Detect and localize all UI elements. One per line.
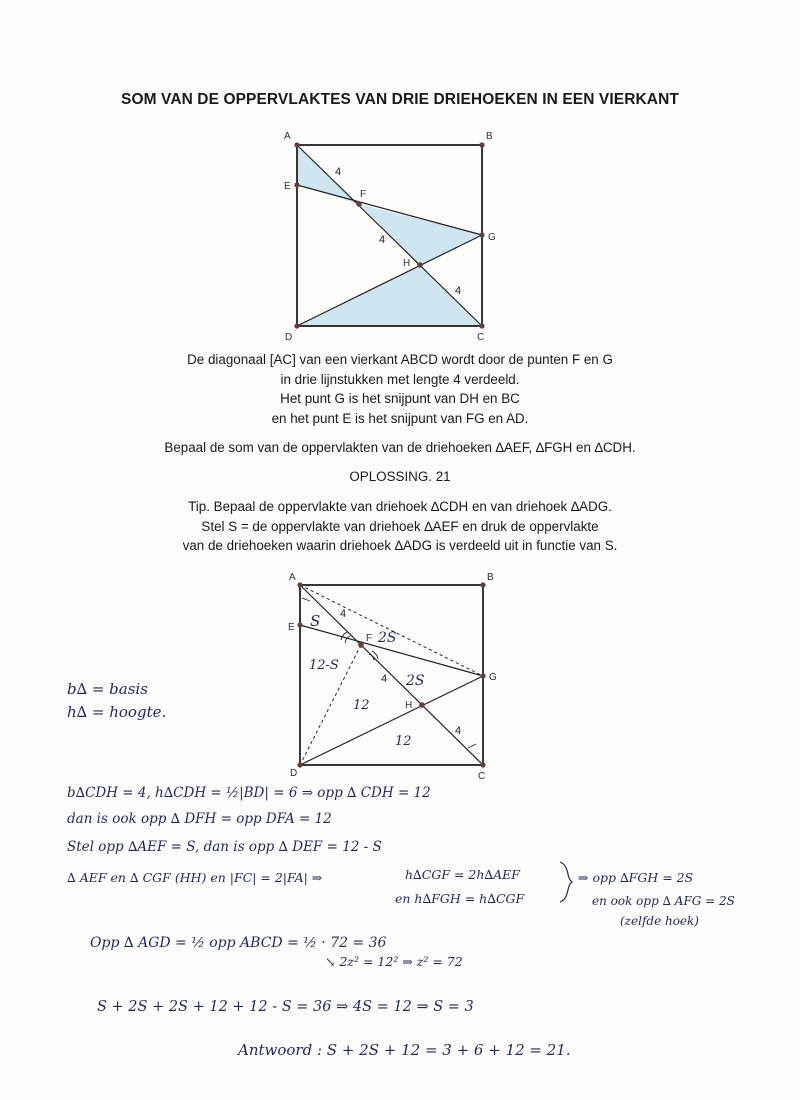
- note-answer: Antwoord : S + 2S + 12 = 3 + 6 + 12 = 21.: [238, 1041, 571, 1059]
- fig2-label-h: H: [405, 700, 413, 711]
- problem-line: in drie lijnstukken met lengte 4 verdeeld.: [280, 371, 520, 387]
- problem-line: en het punt E is het snijpunt van FG en AD.: [271, 410, 529, 426]
- fig2-label-c: C: [478, 771, 486, 782]
- fig1-label-e: E: [284, 181, 291, 192]
- fig2-region-2s-top: 2S: [378, 630, 397, 646]
- note-line-4d: ⇒ opp ∆FGH = 2S: [578, 870, 694, 885]
- note-line-4c: en h∆FGH = h∆CGF: [395, 891, 525, 906]
- fig1-label-c: C: [477, 332, 485, 343]
- fig2-label-a: A: [289, 572, 296, 583]
- fig2-region-2s-mid: 2S: [406, 673, 425, 689]
- fig2-seg-1: 4: [340, 608, 347, 620]
- note-line-5b: ↘ 2z² = 12² ⇒ z² = 72: [325, 954, 463, 969]
- fig2-region-12-bottom: 12: [395, 734, 412, 749]
- note-line-4f: (zelfde hoek): [620, 914, 699, 928]
- fig1-label-d: D: [285, 332, 293, 343]
- fig1-label-b: B: [486, 131, 493, 142]
- question-line: Bepaal de som van de oppervlakten van de driehoeken ∆AEF, ∆FGH en ∆CDH.: [164, 440, 636, 455]
- fig2-region-12-minus-s: 12-S: [309, 658, 339, 673]
- fig2-label-g: G: [489, 672, 497, 683]
- fig2-label-f: F: [366, 633, 373, 644]
- note-legend-hoogte: h∆ = hoogte.: [67, 703, 167, 721]
- fig2-region-12-left: 12: [353, 698, 370, 713]
- tip-line: Stel S = de oppervlakte van driehoek ∆AEF en druk de oppervlakte: [201, 518, 599, 534]
- problem-line: Het punt G is het snijpunt van DH en BC: [280, 391, 520, 406]
- fig1-seg-3: 4: [455, 285, 462, 297]
- fig1-label-g: G: [488, 232, 496, 243]
- fig2-label-d: D: [290, 768, 298, 779]
- fig1-seg-2: 4: [379, 234, 386, 246]
- fig2-region-s: S: [310, 612, 321, 630]
- note-legend-basis: b∆ = basis: [67, 680, 148, 698]
- note-line-4a: ∆ AEF en ∆ CGF (HH) en |FC| = 2|FA| ⇒: [67, 870, 323, 885]
- problem-line: De diagonaal [AC] van een vierkant ABCD wordt door de punten F en G: [187, 352, 613, 367]
- solution-heading-text: OPLOSSING. 21: [349, 469, 451, 484]
- fig2-seg-2: 4: [381, 673, 388, 685]
- note-line-2: dan is ook opp ∆ DFH = opp DFA = 12: [67, 811, 332, 827]
- page-title: SOM VAN DE OPPERVLAKTES VAN DRIE DRIEHOEKEN IN EEN VIERKANT: [121, 91, 679, 108]
- fig1-label-a: A: [284, 131, 291, 142]
- note-line-1: b∆CDH = 4, h∆CDH = ½|BD| = 6 ⇒ opp ∆ CDH = 12: [67, 785, 431, 801]
- tip-line: van de driehoeken waarin driehoek ∆ADG is verdeeld uit in functie van S.: [182, 538, 618, 553]
- fig1-label-f: F: [360, 189, 367, 200]
- fig2-label-b: B: [487, 572, 494, 583]
- tip-line: Tip. Bepaal de oppervlakte van driehoek ∆CDH en van driehoek ∆ADG.: [188, 499, 612, 514]
- note-line-5: Opp ∆ AGD = ½ opp ABCD = ½ · 72 = 36: [90, 935, 387, 951]
- note-line-3: Stel opp ∆AEF = S, dan is opp ∆ DEF = 12 - S: [67, 839, 382, 855]
- fig1-seg-1: 4: [335, 166, 342, 178]
- note-line-6: S + 2S + 2S + 12 + 12 - S = 36 ⇒ 4S = 12 ⇒ S = 3: [97, 999, 474, 1015]
- fig2-label-e: E: [288, 622, 295, 633]
- fig1-label-h: H: [403, 258, 411, 269]
- note-line-4e: en ook opp ∆ AFG = 2S: [592, 894, 735, 908]
- fig2-seg-3: 4: [455, 725, 462, 737]
- note-brace: [560, 862, 572, 902]
- note-line-4b: h∆CGF = 2h∆AEF: [405, 867, 520, 882]
